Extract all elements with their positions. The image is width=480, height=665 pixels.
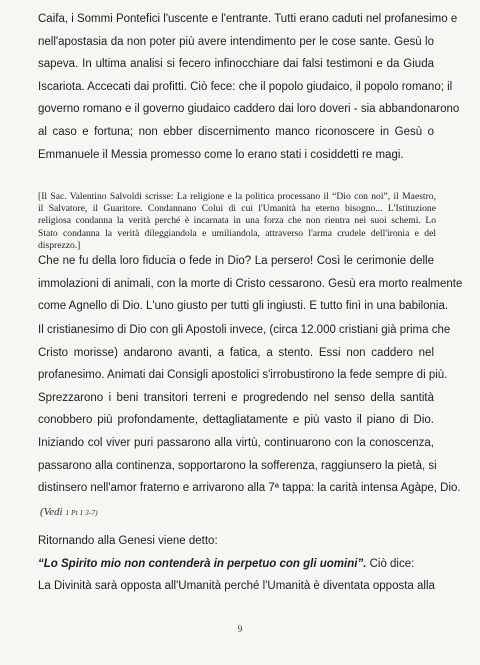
- genesis-quote: “Lo Spirito mio non contenderà in perpetuo con gli uomini”.: [38, 557, 367, 570]
- text-line: [38, 553, 434, 576]
- text-line: Iniziando col viver puri passarono alla virtù, continuarono con la conoscenza,: [38, 436, 434, 449]
- text-line: Emmanuele il Messia promesso come lo erano stati i cosiddetti re magi.: [38, 148, 404, 161]
- text-line: Cristo morisse) andarono avanti, a fatica, a stento. Essi non caddero nel: [38, 346, 434, 359]
- text-line: conobbero più profondamente, dettagliatamente e più vasto il piano di Dio.: [38, 414, 434, 427]
- note-line: [Il Sac. Valentino Salvoldi scrisse: La religione e la politica processano il “Dio con noi”, il Maestro,: [38, 191, 436, 202]
- paragraph-4: [38, 530, 434, 598]
- note-line: disprezzo.]: [38, 239, 81, 251]
- paragraph-1: [38, 8, 460, 166]
- text-line: come Agnello di Dio. L'uno giusto per tutti gli ingiusti. E tutto finì in una babilonia.: [38, 300, 449, 313]
- handwritten-ref-verse: 1 Pt 1 3-7): [65, 508, 98, 517]
- text-line: immolazioni di animali, con la morte di Cristo cessarono. Gesù era morto realmente: [38, 277, 463, 290]
- quote-follow-text: Ciò dice:: [366, 557, 415, 570]
- text-line: Sprezzarono i beni transitori terreni e progredendo nel senso della santità: [38, 391, 434, 404]
- note-line: il Salvatore, il Guaritore. Condannano Colui di cui l'Umanità ha eterno bisogno... L'Istituzione: [38, 203, 436, 215]
- text-line: governo romano e il governo giudaico caddero dai loro doveri - sia abbandonarono: [38, 103, 460, 116]
- handwritten-ref-main: (Vedi: [40, 506, 63, 518]
- text-line: Iscariota. Accecati dai profitti. Ciò fece: che il popolo giudaico, il popolo romano; il: [38, 80, 453, 93]
- text-line: Ritornando alla Genesi viene detto:: [38, 535, 218, 547]
- page-number: 9: [237, 624, 243, 634]
- text-line: passarono alla continenza, sopportarono la sofferenza, raggiunsero la pietà, si: [38, 459, 437, 472]
- paragraph-2: [38, 250, 463, 318]
- text-line: nell'apostasia da non poter più avere intendimento per le cose sante. Gesù lo: [38, 35, 434, 48]
- text-line: sapeva. In ultima analisi si fecero infinocchiare dai falsi testimoni e da Giuda: [38, 58, 434, 71]
- paragraph-3: [38, 319, 461, 500]
- text-line: distinsero nell'amor fraterno e arrivarono alla 7ª tappa: la carità intensa Agàpe, Dio.: [38, 482, 461, 495]
- text-line: profanesimo. Animati dai Consigli apostolici s'irrobustirono la fede sempre di più.: [38, 369, 448, 382]
- text-line: Che ne fu della loro fiducia o fede in Dio? La persero! Così le cerimonie delle: [38, 255, 434, 267]
- quoted-note: [38, 191, 436, 252]
- text-line: al caso e fortuna; non ebber discernimento manco riconoscere in Gesù o: [38, 125, 434, 138]
- text-line: La Divinità sarà opposta all'Umanità perché l'Umanità è diventata opposta alla: [38, 580, 435, 593]
- text-line: Il cristianesimo di Dio con gli Apostoli invece, (circa 12.000 cristiani già prima che: [38, 324, 451, 336]
- handwritten-reference: [40, 506, 98, 518]
- note-line: religiosa condanna la verità perché è incarnata in una forza che non rientra nei suoi schemi. Lo: [38, 215, 436, 227]
- note-line: Stato condanna la verità dileggiandola e umiliandola, attraverso l'arma crudele dell'ironia e del: [38, 227, 436, 239]
- text-line: Caifa, i Sommi Pontefici l'uscente e l'entrante. Tutti erano caduti nel profanesimo e: [38, 13, 458, 25]
